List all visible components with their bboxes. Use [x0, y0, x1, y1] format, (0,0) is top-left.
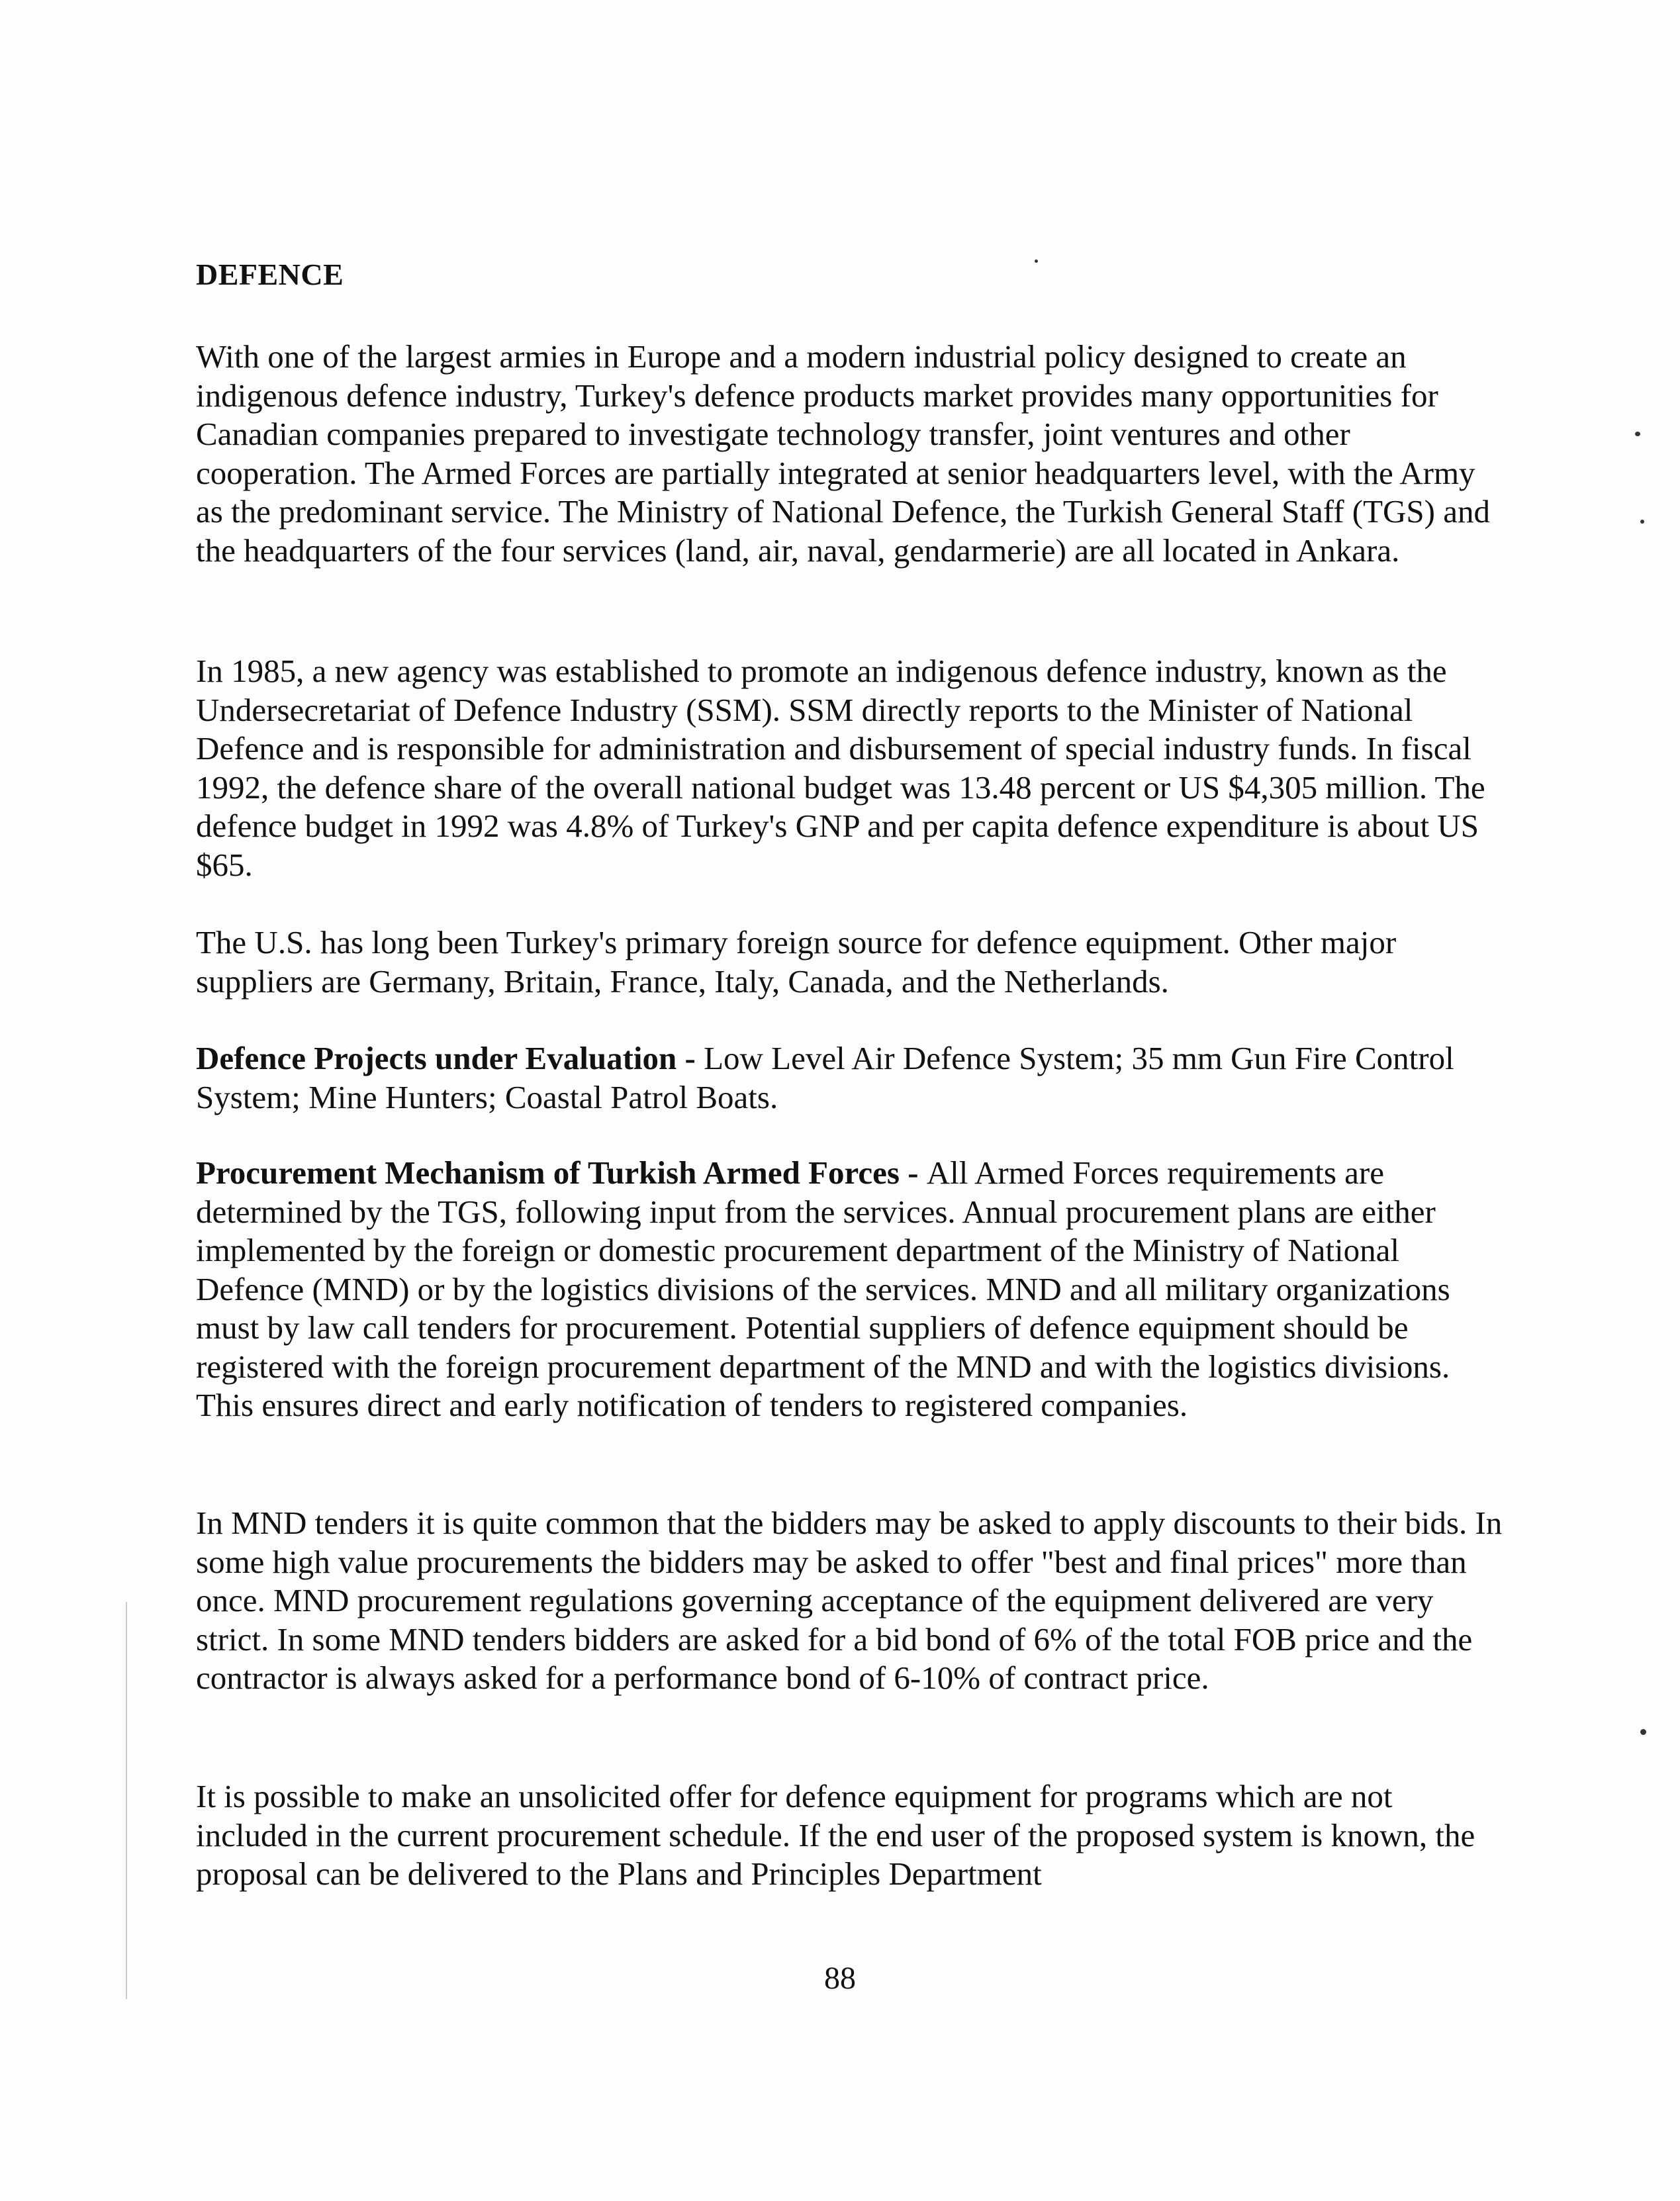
paragraph-text: All Armed Forces requirements are determined by the TGS, following input from the services. Annual procurement plans are either implemented by the foreign or domestic procurement department of the Ministry of National Defence (MND) or by the logistics divisions of the services. MND and all military organizations must by law call tenders for procurement. Potential suppliers of defence equipment should be registered with the foreign procurement department of the MND and with the logistics divisions. This ensures direct and early notification of tenders to registered companies. [196, 1154, 1450, 1423]
paragraph-procurement-mechanism [196, 1154, 1507, 1425]
paragraph-lead-label: Procurement Mechanism of Turkish Armed Forces - [196, 1154, 927, 1191]
scan-speck [1035, 259, 1038, 263]
paragraph-mnd-tenders [196, 1504, 1507, 1698]
paragraph-suppliers [196, 923, 1507, 1001]
paragraph-text: In MND tenders it is quite common that the bidders may be asked to apply discounts to their bids. In some high value procurements the bidders may be asked to offer "best and final prices" more than once. MND procurement regulations governing acceptance of the equipment delivered are very strict. In some MND tenders bidders are asked for a bid bond of 6% of the total FOB price and the contractor is always asked for a performance bond of 6-10% of contract price. [196, 1505, 1503, 1696]
paragraph-text: The U.S. has long been Turkey's primary foreign source for defence equipment. Other major suppliers are Germany, Britain, France, Italy, Canada, and the Netherlands. [196, 924, 1397, 1000]
paragraph-ssm-budget [196, 652, 1507, 884]
paragraph-unsolicited-offers [196, 1777, 1507, 1894]
scan-speck [1640, 1729, 1646, 1735]
scan-speck [1635, 432, 1640, 436]
section-heading: DEFENCE [196, 258, 344, 291]
paragraph-overview [196, 338, 1507, 570]
paragraph-projects-under-evaluation [196, 1039, 1507, 1117]
paragraph-text: It is possible to make an unsolicited offer for defence equipment for programs which are not included in the current procurement schedule. If the end user of the proposed system is known, the proposal can be delivered to the Plans and Principles Department [196, 1778, 1475, 1892]
page-number: 88 [824, 1961, 856, 1996]
paragraph-text: Low Level Air Defence System; 35 mm Gun Fire Control System; Mine Hunters; Coastal Patrol Boats. [196, 1040, 1454, 1115]
scan-speck [1640, 520, 1644, 524]
paragraph-text: In 1985, a new agency was established to promote an indigenous defence industry, known as the Undersecretariat of Defence Industry (SSM). SSM directly reports to the Minister of National Defence and is responsible for administration and disbursement of special industry funds. In fiscal 1992, the defence share of the overall national budget was 13.48 percent or US $4,305 million. The defence budget in 1992 was 4.8% of Turkey's GNP and per capita defence expenditure is about US $65. [196, 653, 1485, 883]
paragraph-lead-label: Defence Projects under Evaluation - [196, 1040, 704, 1076]
scan-margin-artifact [126, 1602, 127, 1999]
paragraph-text: With one of the largest armies in Europe and a modern industrial policy designed to create an indigenous defence industry, Turkey's defence products market provides many opportunities for Canadian companies prepared to investigate technology transfer, joint ventures and other cooperation. The Armed Forces are partially integrated at senior headquarters level, with the Army as the predominant service. The Ministry of National Defence, the Turkish General Staff (TGS) and the headquarters of the four services (land, air, naval, gendarmerie) are all located in Ankara. [196, 338, 1490, 569]
